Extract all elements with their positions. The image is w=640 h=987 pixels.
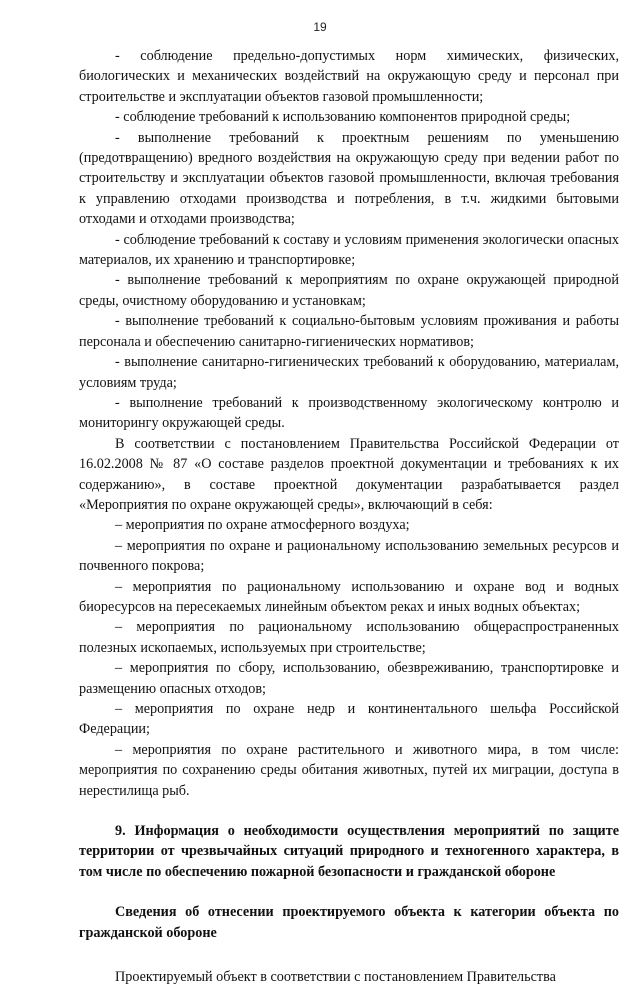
page-body — [79, 46, 619, 987]
list-item: - выполнение требований к социально-бытовым условиям проживания и работы персонала и обеспечению санитарно-гигиенических нормативов; — [79, 313, 619, 350]
list-item: – мероприятия по охране недр и континентального шельфа Российской Федерации; — [79, 701, 619, 738]
body-paragraph: Проектируемый объект в соответствии с постановлением Правительства — [115, 969, 556, 986]
list-item: – мероприятия по рациональному использованию общераспространенных полезных ископаемых, используемых при строительстве; — [79, 619, 619, 656]
list-item: – мероприятия по охране атмосферного воздуха; — [115, 517, 410, 534]
list-item: - соблюдение требований к использованию компонентов природной среды; — [115, 109, 571, 126]
list-item: - выполнение требований к проектным решениям по уменьшению (предотвращению) вредного воздействия на окружающую среду при ведении работ по строительству и эксплуатации объектов газовой промышленности, включая требования к управлению отходами производства и потребления, в т.ч. жидкими бытовыми отходами и отходами производства; — [79, 129, 619, 228]
list-item: – мероприятия по охране и рациональному использованию земельных ресурсов и почвенного покрова; — [79, 537, 619, 575]
list-item: - выполнение санитарно-гигиенических требований к оборудованию, материалам, условиям труда; — [79, 354, 619, 391]
list-item: – мероприятия по сбору, использованию, обезвреживанию, транспортировке и размещению опасных отходов; — [79, 660, 619, 697]
subheading: Сведения об отнесении проектируемого объекта к категории объекта по гражданской обороне — [79, 904, 619, 941]
list-item: – мероприятия по охране растительного и животного мира, в том числе: мероприятия по сохранению среды обитания животных, путей их миграции, доступа в нерестилища рыб. — [79, 741, 619, 799]
list-item: - выполнение требований к мероприятиям по охране окружающей природной среды, очистному оборудованию и установкам; — [79, 272, 619, 309]
page-number: 19 — [313, 20, 327, 34]
list-item: – мероприятия по рациональному использованию и охране вод и водных биоресурсов на пересекаемых линейным объектом реках и иных водных объектах; — [79, 578, 619, 615]
list-item: - выполнение требований к производственному экологическому контролю и мониторингу окружающей среды. — [79, 394, 619, 432]
list-item: - соблюдение требований к составу и условиям применения экологически опасных материалов, их хранению и транспортировке; — [79, 231, 619, 269]
list-item: - соблюдение предельно-допустимых норм химических, физических, биологических и механических воздействий на окружающую среду и персонал при строительстве и эксплуатации объектов газовой промышленности; — [79, 48, 619, 105]
intro-paragraph: В соответствии с постановлением Правительства Российской Федерации от 16.02.2008 № 87 «О составе разделов проектной документации и требованиях к их содержанию», в составе проектной документации разрабатывается раздел «Мероприятия по охране окружающей среды», включающий в себя: — [79, 435, 619, 513]
section-heading: 9. Информация о необходимости осуществления мероприятий по защите территории от чрезвычайных ситуаций природного и техногенного характера, в том числе по обеспечению пожарной безопасности и гражданской обороне — [79, 823, 619, 880]
